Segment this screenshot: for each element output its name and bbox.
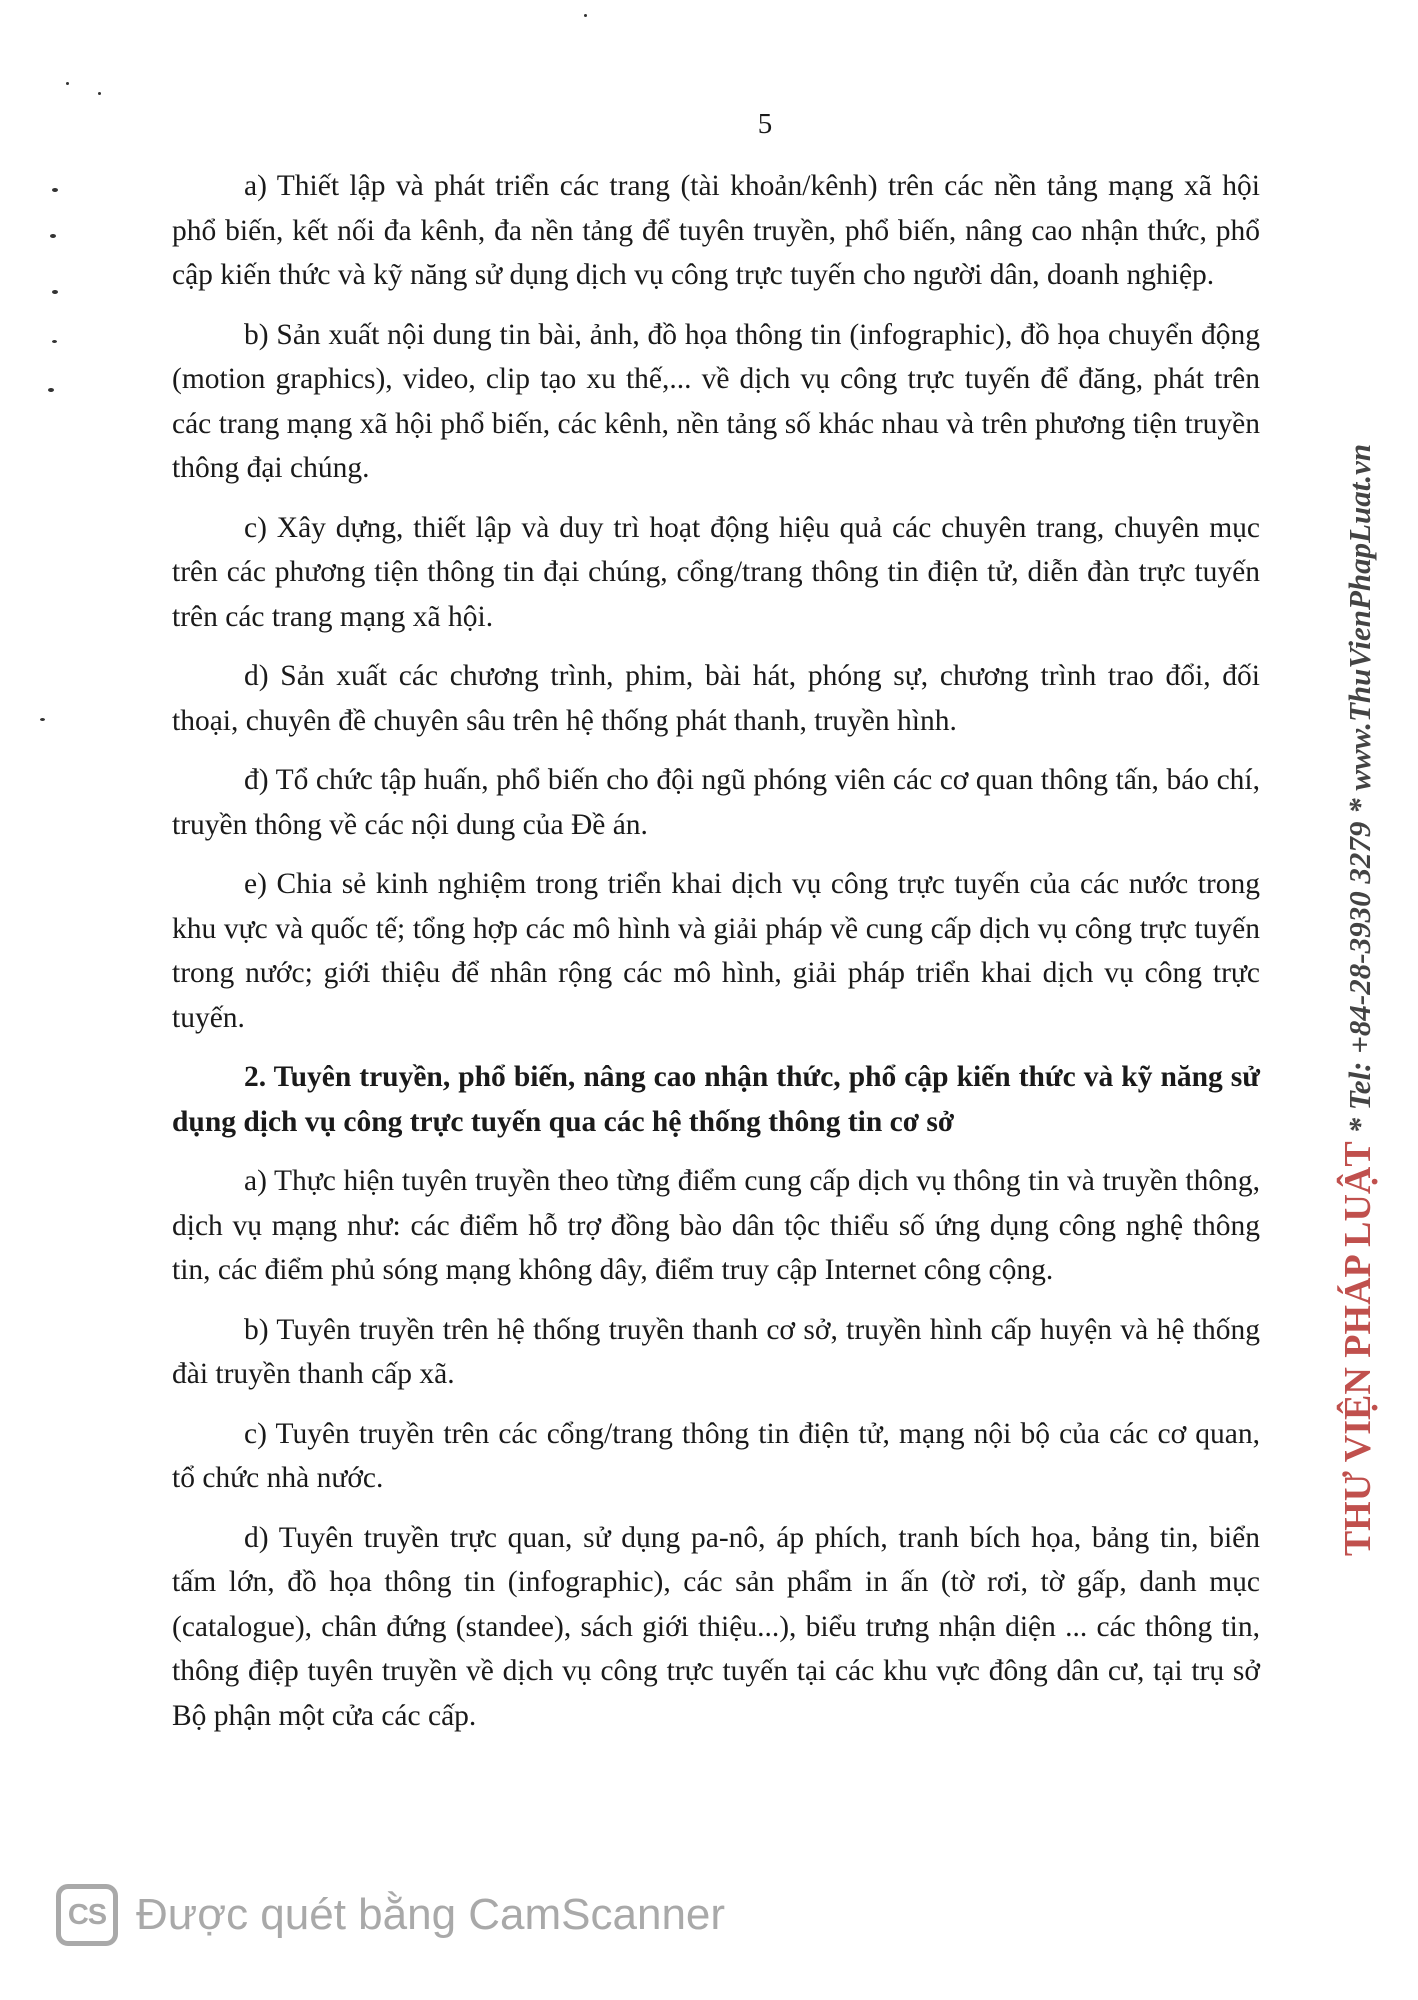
watermark-contact: * Tel: +84-28-3930 3279 * www.ThuVienPhapLuat.vn — [1342, 443, 1377, 1134]
scan-speck — [98, 92, 101, 95]
paragraph-2a: a) Thực hiện tuyên truyền theo từng điểm cung cấp dịch vụ thông tin và truyền thông, dịch vụ mạng như: các điểm hỗ trợ đồng bào dân tộc thiểu số ứng dụng công nghệ thông tin, các điểm phủ sóng mạng không dây, điểm truy cập Internet công cộng. — [172, 1165, 1260, 1286]
scan-speck — [50, 234, 56, 238]
scan-speck — [52, 188, 58, 192]
paragraph-1a: a) Thiết lập và phát triển các trang (tài khoản/kênh) trên các nền tảng mạng xã hội phổ biến, kết nối đa kênh, đa nền tảng để tuyên truyền, phổ biến, nâng cao nhận thức, phổ cập kiến thức và kỹ năng sử dụng dịch vụ công trực tuyến cho người dân, doanh nghiệp. — [172, 170, 1260, 291]
paragraph-2c: c) Tuyên truyền trên các cổng/trang thông tin điện tử, mạng nội bộ của các cơ quan, tổ chức nhà nước. — [172, 1417, 1260, 1494]
scan-speck — [584, 14, 587, 17]
scan-speck — [52, 290, 58, 294]
paragraph-2b: b) Tuyên truyền trên hệ thống truyền thanh cơ sở, truyền hình cấp huyện và hệ thống đài truyền thanh cấp xã. — [172, 1313, 1260, 1390]
side-watermark — [1338, 370, 1378, 1630]
scan-speck — [66, 82, 69, 85]
page-number: 5 — [757, 108, 773, 140]
paragraph-2d: d) Tuyên truyền trực quan, sử dụng pa-nô, áp phích, tranh bích họa, bảng tin, biển tấm lớn, đồ họa thông tin (infographic), các sản phẩm in ấn (tờ rơi, tờ gấp, danh mục (catalogue), chân đứng (standee), sách giới thiệu...), biểu trưng nhận diện ... các thông tin, thông điệp tuyên truyền về dịch vụ công trực tuyến tại các khu vực đông dân cư, tại trụ sở Bộ phận một cửa các cấp. — [172, 1521, 1260, 1732]
scan-speck — [52, 340, 57, 343]
paragraph-1b: b) Sản xuất nội dung tin bài, ảnh, đồ họa thông tin (infographic), đồ họa chuyển động (motion graphics), video, clip tạo xu thế,... về dịch vụ công trực tuyến để đăng, phát trên các trang mạng xã hội phổ biến, các kênh, nền tảng số khác nhau và trên phương tiện truyền thông đại chúng. — [172, 318, 1260, 484]
scan-speck — [48, 388, 54, 392]
scan-speck — [40, 718, 45, 721]
section-heading-2: 2. Tuyên truyền, phổ biến, nâng cao nhận thức, phổ cập kiến thức và kỹ năng sử dụng dịch vụ công trực tuyến qua các hệ thống thông tin cơ sở — [172, 1061, 1260, 1138]
paragraph-1dd: đ) Tổ chức tập huấn, phổ biến cho đội ngũ phóng viên các cơ quan thông tấn, báo chí, truyền thông về các nội dung của Đề án. — [172, 764, 1260, 841]
watermark-brand: THƯ VIỆN PHÁP LUẬT — [1337, 1141, 1379, 1557]
paragraph-1d: d) Sản xuất các chương trình, phim, bài hát, phóng sự, chương trình trao đổi, đối thoại, chuyên đề chuyên sâu trên hệ thống phát thanh, truyền hình. — [172, 660, 1260, 737]
camscanner-footer — [56, 1883, 725, 1947]
document-body — [172, 164, 1260, 1753]
camscanner-label: Được quét bằng CamScanner — [136, 1890, 726, 1939]
paragraph-1c: c) Xây dựng, thiết lập và duy trì hoạt động hiệu quả các chuyên trang, chuyên mục trên các phương tiện thông tin đại chúng, cổng/trang thông tin điện tử, diễn đàn trực tuyến trên các trang mạng xã hội. — [172, 511, 1260, 633]
camscanner-logo-icon: CS — [56, 1884, 118, 1946]
paragraph-1e: e) Chia sẻ kinh nghiệm trong triển khai dịch vụ công trực tuyến của các nước trong khu vực và quốc tế; tổng hợp các mô hình và giải pháp về cung cấp dịch vụ công trực tuyến trong nước; giới thiệu để nhân rộng các mô hình, giải pháp triển khai dịch vụ công trực tuyến. — [172, 868, 1260, 1034]
